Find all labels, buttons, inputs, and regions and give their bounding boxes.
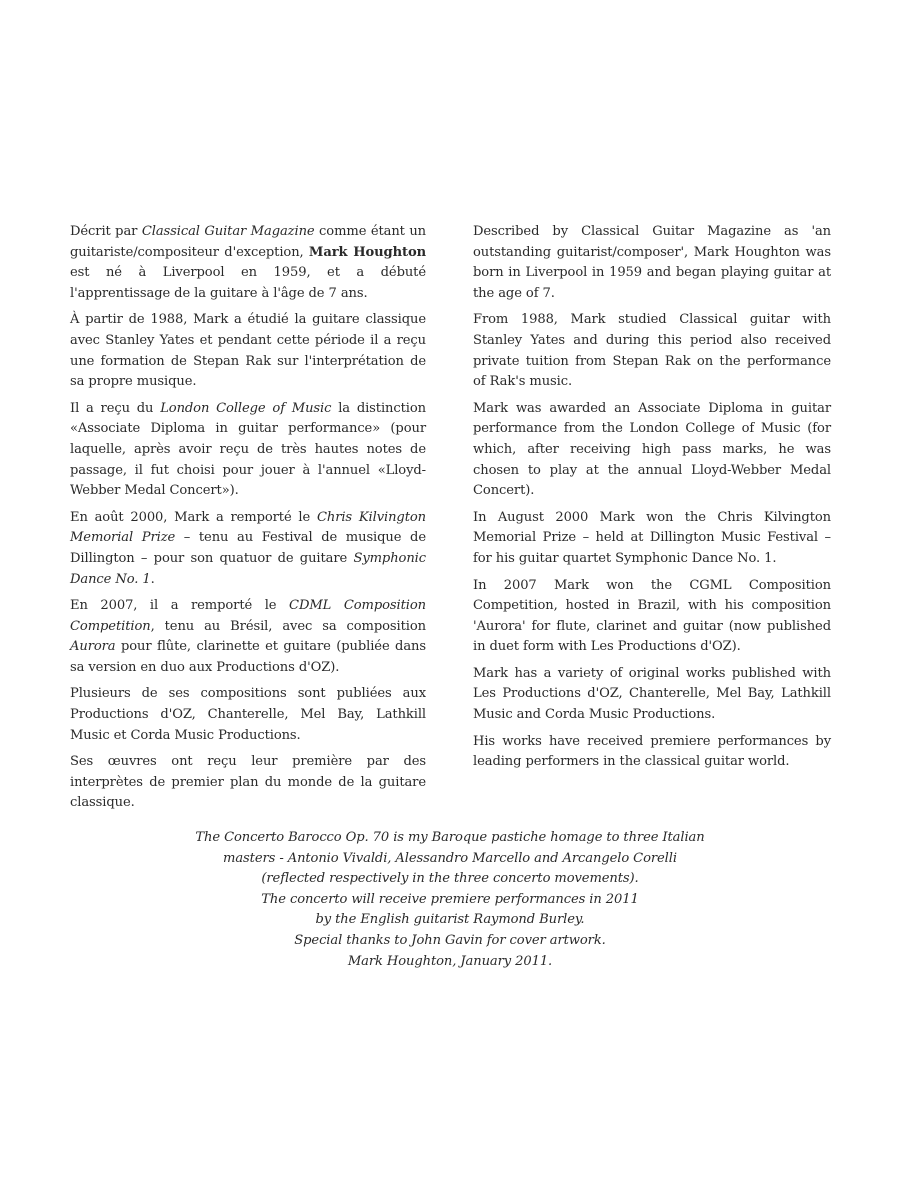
french-paragraph-6: Plusieurs de ses compositions sont publiées aux Productions d'OZ, Chanterelle, Mel Bay, Lathkill Music et Corda Music Productions.	[70, 686, 426, 743]
english-paragraph-7: His works have received premiere performances by leading performers in the classical guitar world.	[473, 733, 831, 770]
english-paragraph-3: Mark was awarded an Associate Diploma in guitar performance from the London College of Music (for which, after receiving high pass marks, he was chosen to play at the annual Lloyd-Webber Medal Concert).	[473, 400, 831, 499]
french-paragraph-2: À partir de 1988, Mark a étudié la guitare classique avec Stanley Yates et pendant cette période il a reçu une formation de Stepan Rak sur l'interprétation de sa propre musique.	[70, 312, 426, 390]
composer-note	[150, 828, 750, 972]
english-paragraph-5: In 2007 Mark won the CGML Composition Competition, hosted in Brazil, with his composition 'Aurora' for flute, clarinet and guitar (now published in duet form with Les Productions d'OZ).	[473, 577, 831, 655]
magazine-title: Classical Guitar Magazine	[141, 224, 315, 239]
work-title: Symphonic Dance No. 1	[70, 550, 426, 587]
french-paragraph-5: En 2007, il a remporté le CDML Composition Competition, tenu au Brésil, avec sa composition Aurora pour flûte, clarinette et guitare (publiée dans sa version en duo aux Productions d'OZ).	[70, 598, 427, 675]
french-paragraph-3: Il a reçu du London College of Music la distinction «Associate Diploma in guitar performance» (pour laquelle, après avoir reçu de très hautes notes de passage, il fut choisi pour jouer à l'annuel «Lloyd-Webber Medal Concert»).	[70, 400, 426, 499]
english-paragraph-6: Mark has a variety of original works published with Les Productions d'OZ, Chanterelle, Mel Bay, Lathkill Music and Corda Music Productions.	[473, 665, 831, 723]
note-line: The Concerto Barocco Op. 70 is my Baroque pastiche homage to three Italian	[195, 830, 705, 845]
french-biography-column	[70, 222, 426, 814]
composer-name: Mark Houghton	[308, 244, 426, 260]
note-line: The concerto will receive premiere performances in 2011	[261, 891, 639, 907]
prize-name: Chris Kilvington Memorial Prize	[70, 509, 426, 546]
note-line: Special thanks to John Gavin for cover artwork.	[294, 932, 606, 948]
english-biography-column	[473, 222, 831, 773]
note-line: masters - Antonio Vivaldi, Alessandro Marcello and Arcangelo Corelli	[223, 850, 677, 866]
note-line: (reflected respectively in the three concerto movements).	[261, 871, 639, 887]
work-title: Aurora	[70, 639, 116, 655]
french-paragraph-1: Décrit par Classical Guitar Magazine comme étant un guitariste/compositeur d'exception, Mark Houghton est né à Liverpool en 1959, et a débuté l'apprentissage de la guitare à l'âge de 7 ans.	[70, 224, 427, 301]
college-name: London College of Music	[160, 400, 332, 416]
english-paragraph-4: In August 2000 Mark won the Chris Kilvington Memorial Prize – held at Dillington Music Festival – for his guitar quartet Symphonic Dance No. 1.	[473, 509, 831, 566]
note-signature: Mark Houghton, January 2011.	[347, 953, 553, 969]
french-paragraph-7: Ses œuvres ont reçu leur première par des interprètes de premier plan du monde de la guitare classique.	[70, 754, 426, 811]
competition-name: CDML Composition Competition	[70, 598, 427, 634]
note-line: by the English guitarist Raymond Burley.	[315, 912, 585, 928]
english-paragraph-1: Described by Classical Guitar Magazine as 'an outstanding guitarist/composer', Mark Houghton was born in Liverpool in 1959 and began playing guitar at the age of 7.	[473, 224, 831, 301]
french-paragraph-4: En août 2000, Mark a remporté le Chris Kilvington Memorial Prize – tenu au Festival de musique de Dillington – pour son quatuor de guitare Symphonic Dance No. 1.	[70, 509, 426, 587]
english-paragraph-2: From 1988, Mark studied Classical guitar with Stanley Yates and during this period also received private tuition from Stepan Rak on the performance of Rak's music.	[473, 312, 831, 390]
